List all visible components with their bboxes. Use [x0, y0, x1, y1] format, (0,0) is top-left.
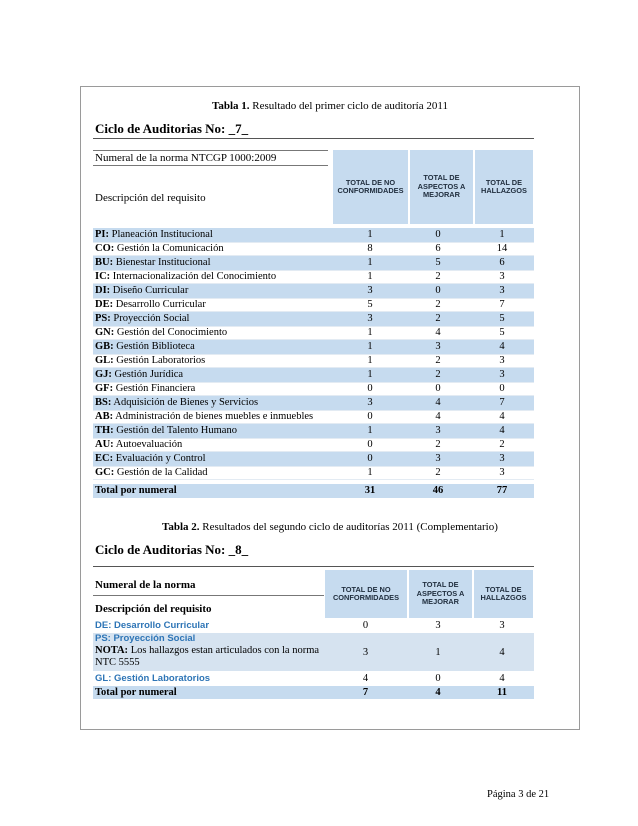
table1-row-am: 2 [435, 299, 441, 310]
table1-row-name [93, 355, 334, 367]
table1-row-nc: 1 [367, 257, 373, 268]
table1-row-nc: 3 [367, 285, 373, 296]
table1-row-label: Gestión Jurídica [111, 369, 184, 380]
table2-total-row [93, 686, 534, 699]
table1-row-h: 4 [499, 341, 505, 352]
table2-total-h: 11 [497, 687, 507, 698]
table1-row-h: 4 [499, 411, 505, 422]
table1-row-am: 2 [435, 369, 441, 380]
table2-row-h: 3 [499, 620, 505, 631]
table2-row-nc: 4 [362, 673, 369, 684]
table1-row-label: Gestión del Conocimiento [114, 327, 228, 338]
table1-row-nc: 1 [367, 229, 373, 240]
table1-row-h: 3 [499, 355, 505, 366]
table1-row-label: Planeación Institucional [109, 229, 213, 240]
table-row [93, 228, 534, 242]
table1-row-h: 6 [499, 257, 505, 268]
table1-row-code: AU: [95, 439, 114, 450]
table1-cycle-title: Ciclo de Auditorias No: _7_ [95, 121, 249, 136]
table1-row-am: 0 [435, 383, 441, 394]
table1-row-name [93, 284, 334, 298]
table-row [93, 298, 534, 312]
table1-row-h: 3 [499, 271, 505, 282]
table2-row-h: 4 [499, 646, 505, 658]
table1-row-nc: 1 [367, 369, 373, 380]
table1-row-nc: 3 [367, 313, 373, 324]
table1-row-nc: 1 [367, 425, 373, 436]
table2-description-label: Descripción del requisito [95, 603, 212, 615]
table2-header-h: TOTAL DE HALLAZGOS [474, 570, 533, 618]
table-row [93, 312, 534, 326]
table1-row-name [93, 396, 334, 410]
table1-row-label: Internacionalización del Conocimiento [110, 271, 277, 282]
table1-row-am: 5 [435, 257, 441, 268]
table1-row-am: 2 [435, 355, 441, 366]
table1-row-name [93, 340, 334, 354]
table2-row-nc: 3 [362, 646, 369, 658]
table1-row-nc: 1 [367, 341, 373, 352]
table1-row-h: 1 [499, 229, 505, 240]
table1-caption-label: Tabla 1. [212, 100, 250, 112]
table1-row-am: 0 [435, 285, 441, 296]
table1-row-name [93, 411, 334, 423]
table2-total-label: Total por numeral [95, 687, 177, 698]
table1-row-nc: 3 [367, 397, 373, 408]
table1-row-label: Gestión de la Calidad [114, 467, 208, 478]
table1-row-label: Autoevaluación [113, 439, 183, 450]
table2-header-nc: TOTAL DE NO CONFORMIDADES [325, 570, 407, 618]
table1-header-nc: TOTAL DE NO CONFORMIDADES [333, 150, 408, 224]
table2-row-am: 3 [435, 620, 441, 631]
table1-row-label: Bienestar Institucional [113, 257, 211, 268]
table1-row-h: 5 [499, 327, 505, 338]
table1-row-am: 4 [435, 397, 441, 408]
table1-row-nc: 0 [367, 439, 373, 450]
table-row [93, 270, 534, 284]
table1-caption [212, 100, 448, 112]
table1-row-h: 7 [499, 299, 505, 310]
table1-row-name [93, 439, 334, 451]
table1-row-code: PS: [95, 313, 111, 324]
table1-row-code: CO: [95, 243, 115, 254]
table-row [93, 354, 534, 368]
table2-total-am: 4 [435, 687, 441, 698]
table1-row-am: 3 [435, 341, 441, 352]
table1-row-name [93, 452, 334, 466]
table-row [93, 242, 534, 256]
table1-row-name [93, 243, 334, 255]
table1-row-label: Diseño Curricular [110, 285, 189, 296]
table1-row-code: DI: [95, 285, 111, 296]
divider [93, 595, 324, 596]
table-row [93, 633, 534, 671]
page-number: Página 3 de 21 [487, 789, 550, 800]
table1-row-code: DE: [95, 299, 114, 310]
table1-total-label: Total por numeral [95, 485, 177, 496]
divider [93, 150, 328, 151]
table1-row-label: Adquisición de Bienes y Servicios [111, 397, 259, 408]
table1-row-label: Gestión la Comunicación [114, 243, 224, 254]
table1-header-h: TOTAL DE HALLAZGOS [475, 150, 533, 224]
table1-row-am: 2 [435, 467, 441, 478]
table1-row-am: 2 [435, 439, 441, 450]
table1-row-nc: 1 [367, 467, 373, 478]
table1-row-name [93, 424, 334, 438]
table2-header-am: TOTAL DE ASPECTOS A MEJORAR [409, 570, 472, 618]
table-row [93, 284, 534, 298]
table2-caption [162, 521, 498, 533]
table1-total-h: 77 [496, 485, 508, 496]
table1-row-am: 0 [435, 229, 441, 240]
table1-row-name [93, 299, 334, 311]
table-row [93, 619, 534, 632]
table1-row-code: GJ: [95, 369, 112, 380]
table1-row-nc: 0 [367, 383, 373, 394]
table2-note-label: NOTA: [95, 645, 129, 656]
table1-caption-text: Resultado del primer ciclo de auditoría 2011 [249, 100, 448, 112]
table1-row-h: 4 [499, 425, 505, 436]
table1-row-h: 5 [499, 313, 505, 324]
table1-row-code: BS: [95, 397, 112, 408]
table1-row-code: TH: [95, 425, 114, 436]
table2-cycle-title: Ciclo de Auditorias No: _8_ [95, 542, 249, 557]
table1-row-name [93, 327, 334, 339]
table2-row-name: GL: Gestión Laboratorios [95, 673, 211, 684]
table-row [93, 452, 534, 466]
table1-total-nc: 31 [364, 485, 376, 496]
table1-row-label: Evaluación y Control [113, 453, 206, 464]
table1-row-label: Gestión del Talento Humano [113, 425, 237, 436]
table1-row-code: GN: [95, 327, 115, 338]
table2-row-name: PS: Proyección Social [95, 633, 196, 644]
table1-row-am: 2 [435, 313, 441, 324]
table1-row-h: 0 [499, 383, 505, 394]
table-row [93, 256, 534, 270]
table1-row-code: GF: [95, 383, 114, 394]
table-row [93, 326, 534, 340]
table2-numeral-label: Numeral de la norma [95, 579, 196, 591]
divider [93, 566, 534, 567]
table1-row-name [93, 256, 334, 270]
table2-row-name-cell [93, 633, 325, 671]
table-row [93, 672, 534, 685]
table2-row-name: DE: Desarrollo Curricular [95, 620, 210, 631]
table-row [93, 410, 534, 424]
table1-row-label: Administración de bienes muebles e inmuebles [113, 411, 314, 422]
table1-row-code: PI: [95, 229, 109, 240]
table1-row-am: 3 [435, 453, 441, 464]
table1-row-am: 4 [435, 411, 441, 422]
table1-row-nc: 1 [367, 355, 373, 366]
table-row [93, 424, 534, 438]
table1-row-code: IC: [95, 271, 111, 282]
table1-row-nc: 1 [367, 327, 373, 338]
table1-row-nc: 8 [367, 243, 373, 254]
table-row [93, 438, 534, 452]
table-row [93, 340, 534, 354]
table1-row-nc: 5 [367, 299, 373, 310]
table1-numeral-label: Numeral de la norma NTCGP 1000:2009 [95, 152, 277, 164]
table1-row-h: 3 [499, 467, 505, 478]
table1-row-h: 3 [499, 453, 505, 464]
table1-row-code: GB: [95, 341, 114, 352]
table1-row-label: Proyección Social [110, 313, 190, 324]
table2-total-nc: 7 [362, 687, 369, 698]
table1-row-h: 3 [499, 369, 505, 380]
table1-row-am: 6 [435, 243, 441, 254]
table1-row-name [93, 383, 334, 395]
table1-row-code: EC: [95, 453, 114, 464]
table1-row-label: Gestión Biblioteca [113, 341, 195, 352]
table1-row-code: AB: [95, 411, 114, 422]
table1-row-h: 3 [499, 285, 505, 296]
table2-caption-label: Tabla 2. [162, 521, 200, 533]
table2-caption-text: Resultados del segundo ciclo de auditorías 2011 (Complementario) [199, 521, 498, 533]
divider [93, 165, 328, 166]
table1-row-am: 3 [435, 425, 441, 436]
table1-row-code: GC: [95, 467, 115, 478]
table-row [93, 466, 534, 480]
table1-row-label: Gestión Financiera [113, 383, 196, 394]
table2-row-am: 0 [435, 673, 441, 684]
table1-header-am: TOTAL DE ASPECTOS A MEJORAR [410, 150, 473, 224]
table2-note-text: Los hallazgos estan articulados con la norma NTC 5555 [95, 645, 320, 668]
table-row [93, 368, 534, 382]
table1-row-name [93, 467, 334, 479]
table2-row-am: 1 [435, 646, 441, 658]
table1-row-am: 4 [435, 327, 441, 338]
divider [93, 138, 534, 139]
table1-row-name [93, 368, 334, 382]
table1-row-code: BU: [95, 257, 114, 268]
table-row [93, 382, 534, 396]
table1-row-code: GL: [95, 355, 114, 366]
table1-row-nc: 0 [367, 411, 373, 422]
table1-row-nc: 1 [367, 271, 373, 282]
table1-description-label: Descripción del requisito [95, 192, 206, 204]
table1-total-am: 46 [432, 485, 444, 496]
table1-row-name [93, 228, 334, 242]
table2-row-h: 4 [499, 673, 505, 684]
table1-total-row [93, 484, 534, 498]
table1-row-label: Desarrollo Curricular [113, 299, 206, 310]
table1-row-name [93, 271, 334, 283]
table1-row-label: Gestión Laboratorios [113, 355, 206, 366]
table2-row-nc: 0 [362, 620, 369, 631]
table1-row-name [93, 312, 334, 326]
table1-row-h: 2 [499, 439, 505, 450]
table1-row-h: 7 [499, 397, 505, 408]
table2-row-note [95, 645, 325, 669]
table1-row-nc: 0 [367, 453, 373, 464]
table1-row-am: 2 [435, 271, 441, 282]
table-row [93, 396, 534, 410]
table1-row-h: 14 [496, 243, 508, 254]
